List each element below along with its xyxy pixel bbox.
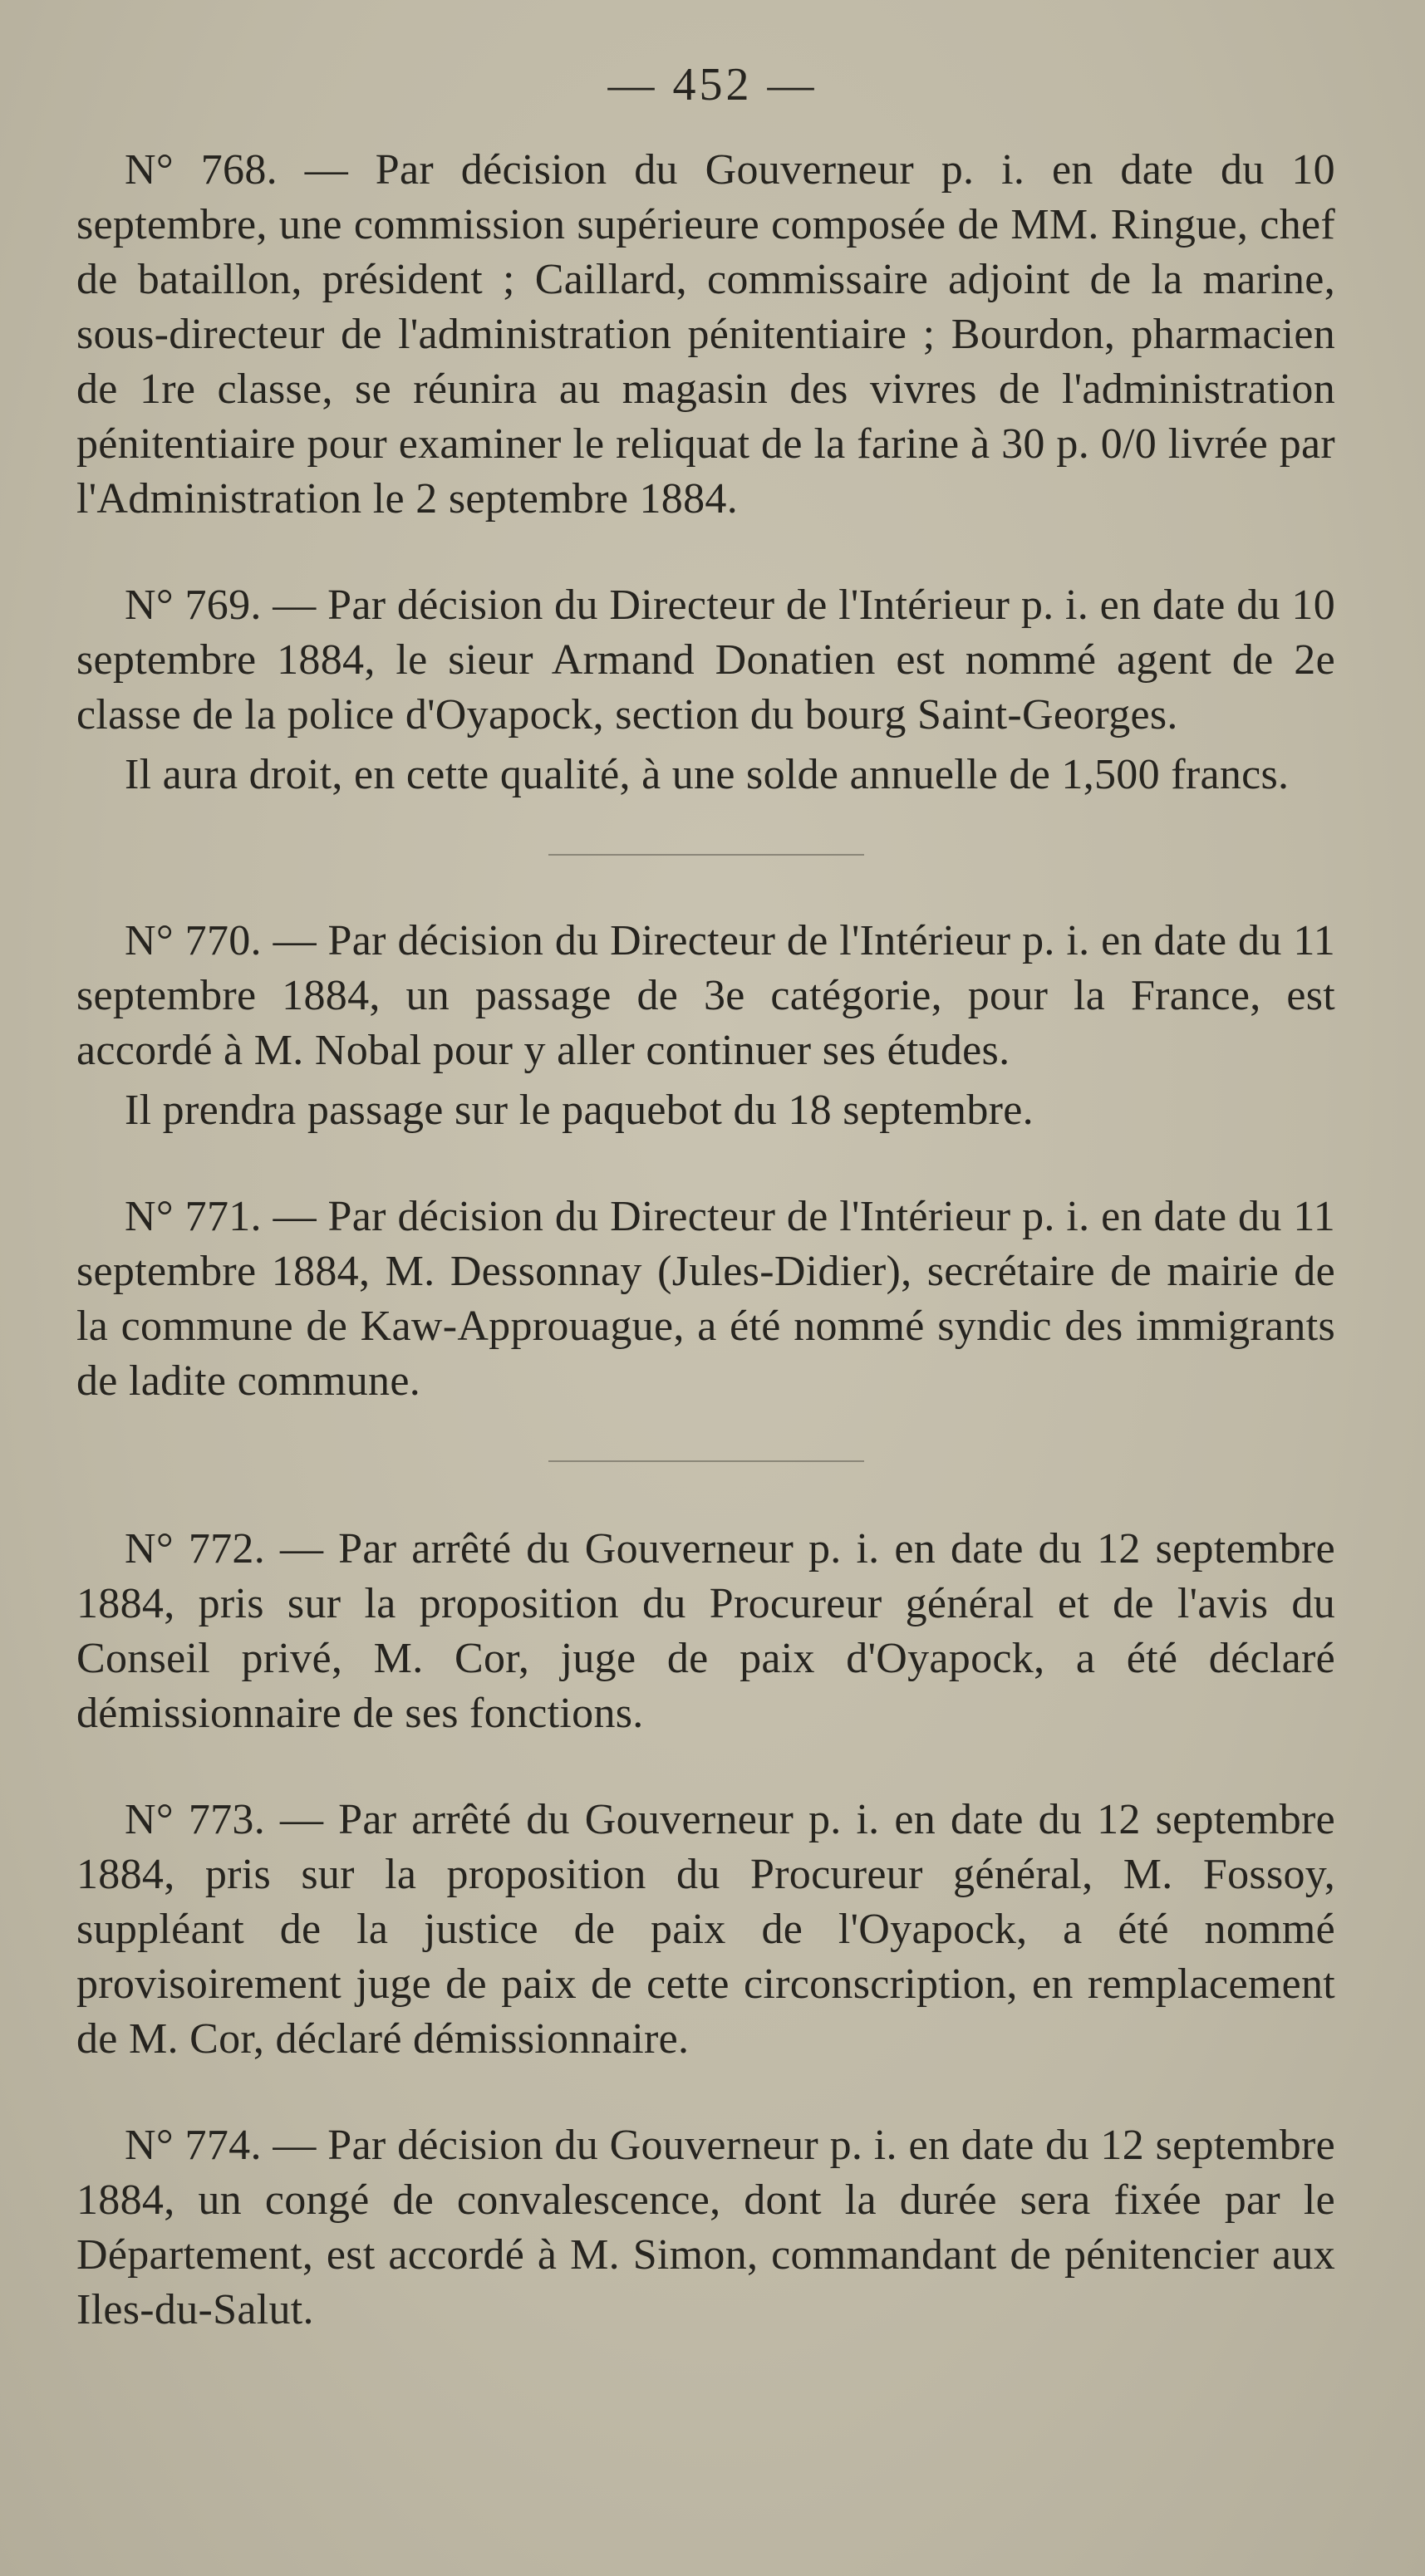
entry-paragraph bbox=[76, 1190, 1335, 1409]
entry-number: N° 768. bbox=[125, 146, 278, 194]
entry-text: — Par décision du Gouverneur p. i. en date du 10 septembre, une commission supérieure composée de MM. Ringue, chef de bataillon, président ; Caillard, commissaire adjoint de la marine, sous-directeur de l'administration pénitentiaire ; Bourdon, pharmacien de 1re classe, se réunira au magasin des vivres de l'administration pénitentiaire pour examiner le reliquat de la farine à 30 p. 0/0 livrée par l'Administration le 2 septembre 1884. bbox=[76, 146, 1335, 523]
entry-paragraph bbox=[76, 143, 1335, 527]
entry-paragraph bbox=[76, 2118, 1335, 2338]
entry-paragraph bbox=[76, 914, 1335, 1078]
entry-text: — Par arrêté du Gouverneur p. i. en date du 12 septembre 1884, pris sur la proposition du Procureur général, M. Fossoy, suppléant de la justice de paix de l'Oyapock, a été nommé provisoirement juge de paix de cette circonscription, en remplacement de M. Cor, déclaré démissionnaire. bbox=[76, 1796, 1335, 2063]
entry-number: N° 769. bbox=[125, 581, 262, 629]
entry-text: — Par décision du Gouverneur p. i. en date du 12 septembre 1884, un congé de convalescence, dont la durée sera fixée par le Département, est accordé à M. Simon, commandant de pénitencier aux Iles-du-Salut. bbox=[76, 2122, 1335, 2333]
entry-number: N° 774. bbox=[125, 2122, 262, 2169]
entry-770 bbox=[76, 914, 1335, 1138]
entry-continuation: Il prendra passage sur le paquebot du 18 septembre. bbox=[125, 1087, 1034, 1134]
entry-768 bbox=[76, 143, 1335, 527]
entry-continuation: Il aura droit, en cette qualité, à une solde annuelle de 1,500 francs. bbox=[125, 751, 1290, 798]
entry-772 bbox=[76, 1522, 1335, 1741]
entry-number: N° 770. bbox=[125, 917, 262, 964]
entry-text: — Par décision du Directeur de l'Intérieur p. i. en date du 11 septembre 1884, un passage de 3e catégorie, pour la France, est accordé à M. Nobal pour y aller continuer ses études. bbox=[76, 917, 1335, 1074]
entry-771 bbox=[76, 1190, 1335, 1409]
entry-text: — Par décision du Directeur de l'Intérieur p. i. en date du 10 septembre 1884, le sieur Armand Donatien est nommé agent de 2e classe de la police d'Oyapock, section du bourg Saint-Georges. bbox=[76, 581, 1335, 738]
entry-769 bbox=[76, 578, 1335, 802]
separator-rule bbox=[548, 1460, 864, 1462]
entry-774 bbox=[76, 2118, 1335, 2338]
entry-number: N° 772. bbox=[125, 1525, 266, 1573]
entry-paragraph bbox=[76, 578, 1335, 743]
entry-773 bbox=[76, 1793, 1335, 2067]
entry-number: N° 773. bbox=[125, 1796, 266, 1843]
page-number: — 452 — bbox=[607, 59, 818, 110]
document-body bbox=[76, 143, 1335, 2389]
entry-paragraph bbox=[76, 1522, 1335, 1741]
entry-number: N° 771. bbox=[125, 1193, 262, 1240]
entry-text: — Par décision du Directeur de l'Intérieur p. i. en date du 11 septembre 1884, M. Dessonnay (Jules-Didier), secrétaire de mairie de la commune de Kaw-Approuague, a été nommé syndic des immigrants de ladite commune. bbox=[76, 1193, 1335, 1405]
separator-rule bbox=[548, 854, 864, 856]
entry-text: — Par arrêté du Gouverneur p. i. en date du 12 septembre 1884, pris sur la proposition du Procureur général et de l'avis du Conseil privé, M. Cor, juge de paix d'Oyapock, a été déclaré démissionnaire de ses fonctions. bbox=[76, 1525, 1335, 1737]
entry-paragraph bbox=[76, 1793, 1335, 2067]
